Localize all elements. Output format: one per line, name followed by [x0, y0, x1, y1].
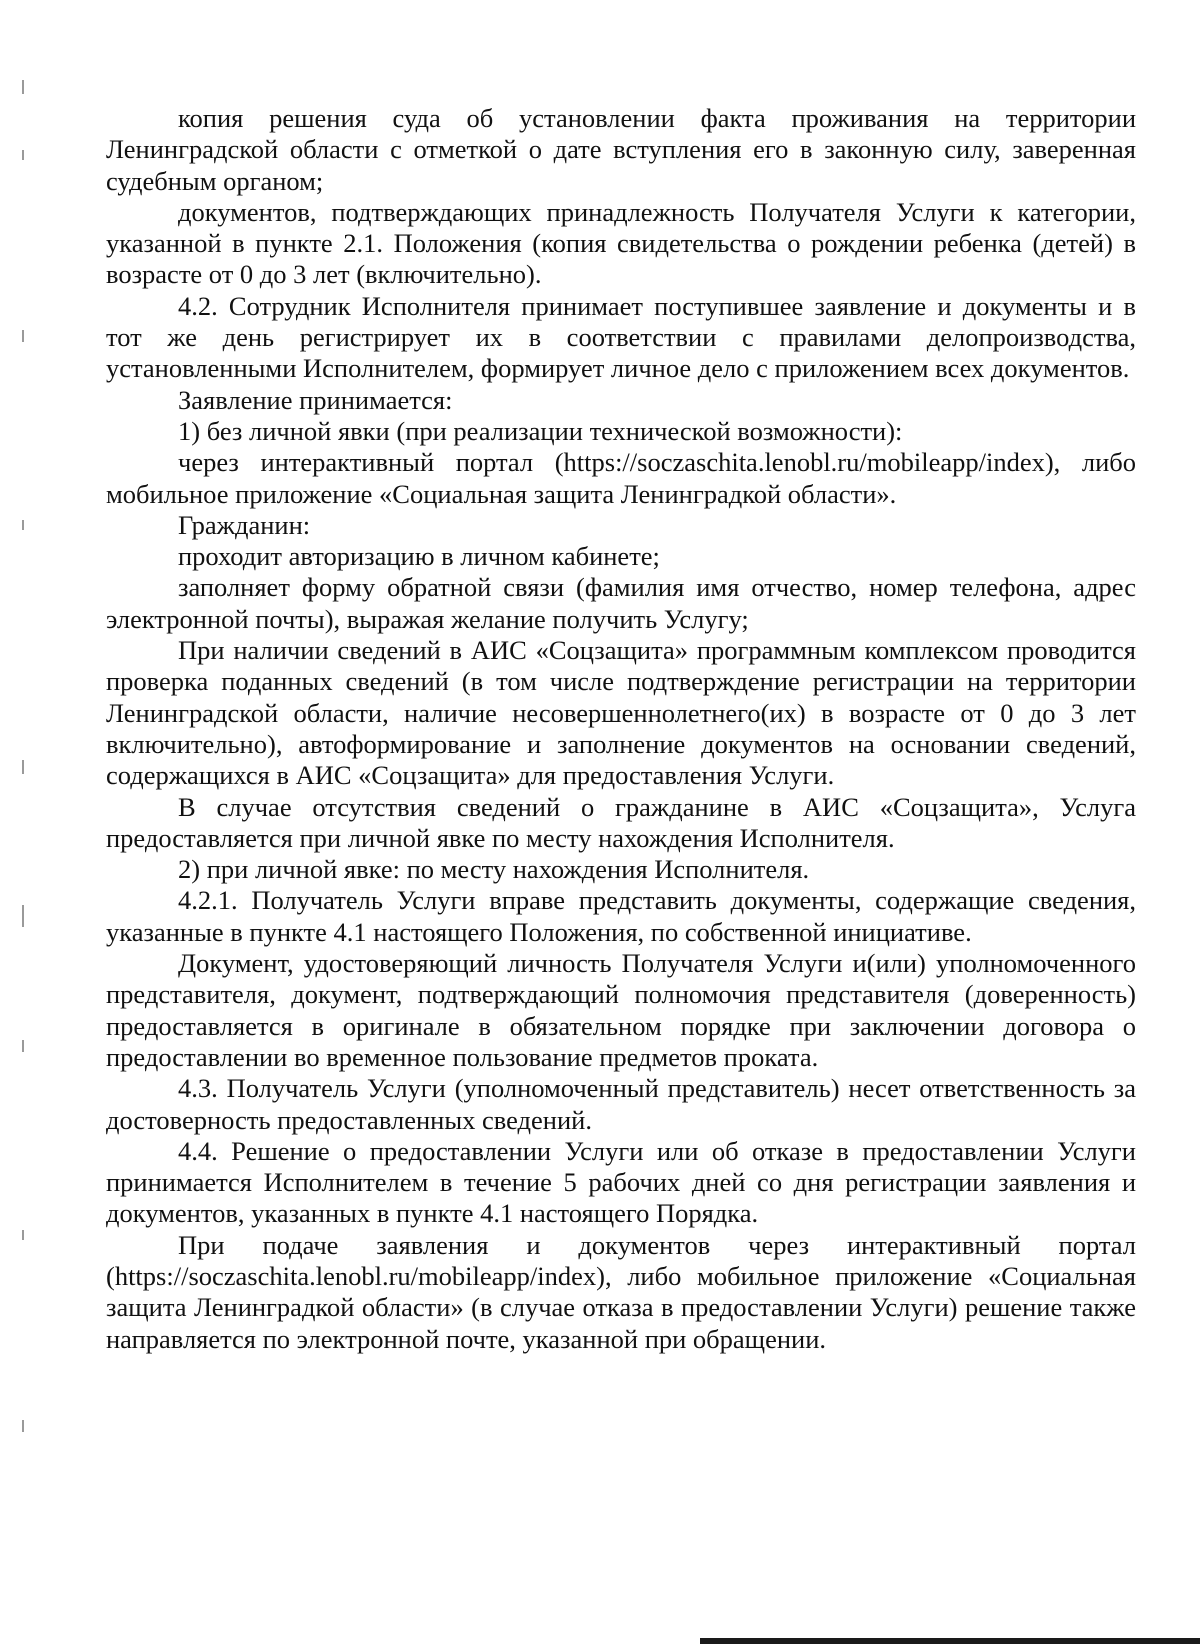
paragraph-court-decision: копия решения суда об установлении факта проживания на территории Ленинградской области с отметкой о дате вступления его в законную силу, заверенная судебным органом;: [106, 103, 1136, 196]
document-body: [106, 103, 1136, 1355]
scan-edge-mark: [22, 1420, 24, 1432]
paragraph-4-2: 4.2. Сотрудник Исполнителя принимает поступившее заявление и документы и в тот же день регистрирует их в соответствии с правилами делопроизводства, установленными Исполнителем, формирует личное дело с приложением всех документов.: [106, 290, 1136, 384]
scan-edge-mark: [22, 1040, 24, 1052]
scan-edge-mark: [22, 905, 24, 927]
paragraph-authorization: проходит авторизацию в личном кабинете;: [178, 541, 660, 572]
paragraph-citizen: Гражданин:: [178, 509, 311, 540]
paragraph-4-3: 4.3. Получатель Услуги (уполномоченный представитель) несет ответственность за достоверность предоставленных сведений.: [106, 1073, 1136, 1135]
scan-edge-mark: [22, 80, 24, 94]
paragraph-application-accepted: Заявление принимается:: [178, 384, 453, 415]
paragraph-4-4: 4.4. Решение о предоставлении Услуги или об отказе в предоставлении Услуги принимается Исполнителем в течение 5 рабочих дней со дня регистрации заявления и документов, указанных в пункте 4.1 настоящего Порядка.: [106, 1135, 1136, 1229]
paragraph-4-2-1: 4.2.1. Получатель Услуги вправе представить документы, содержащие сведения, указанные в пункте 4.1 настоящего Положения, по собственной инициативе.: [106, 885, 1136, 947]
paragraph-item-1: 1) без личной явки (при реализации технической возможности):: [178, 415, 903, 446]
paragraph-email-notice: При подаче заявления и документов через интерактивный портал (https://soczaschita.lenobl.ru/mobileapp/index), либо мобильное приложение «Социальная защита Ленинградкой области» (в случае отказа в предоставлении Услуги) решение также направляется по электронной почте, указанной при обращении.: [106, 1229, 1136, 1354]
paragraph-feedback-form: заполняет форму обратной связи (фамилия имя отчество, номер телефона, адрес электронной почты), выражая желание получить Услугу;: [106, 572, 1136, 634]
scan-bottom-edge: [700, 1638, 1200, 1644]
scan-edge-mark: [22, 520, 24, 530]
paragraph-ais-check: При наличии сведений в АИС «Соцзащита» программным комплексом проводится проверка поданных сведений (в том числе подтверждение регистрации на территории Ленинградской области, наличие несовершеннолетнего(их) в возрасте от 0 до 3 лет включительно), автоформирование и заполнение документов на основании сведений, содержащихся в АИС «Соцзащита» для предоставления Услуги.: [106, 635, 1136, 791]
paragraph-no-ais-data: В случае отсутствия сведений о гражданине в АИС «Соцзащита», Услуга предоставляется при личной явке по месту нахождения Исполнителя.: [106, 791, 1136, 853]
paragraph-item-2: 2) при личной явке: по месту нахождения Исполнителя.: [178, 854, 810, 885]
scan-edge-mark: [22, 1230, 24, 1240]
scan-edge-mark: [22, 760, 24, 774]
paragraph-category-documents: документов, подтверждающих принадлежность Получателя Услуги к категории, указанной в пункте 2.1. Положения (копия свидетельства о рождении ребенка (детей) в возрасте от 0 до 3 лет (включительно).: [106, 196, 1136, 290]
scan-edge-mark: [22, 330, 24, 342]
scan-edge-mark: [22, 150, 24, 160]
paragraph-identity-document: Документ, удостоверяющий личность Получателя Услуги и(или) уполномоченного представителя, документ, подтверждающий полномочия представителя (доверенность) предоставляется в оригинале в обязательном порядке при заключении договора о предоставлении во временное пользование предметов проката.: [106, 948, 1136, 1072]
paragraph-portal: через интерактивный портал (https://soczaschita.lenobl.ru/mobileapp/index), либо мобильное приложение «Социальная защита Ленинградкой области».: [106, 447, 1136, 509]
